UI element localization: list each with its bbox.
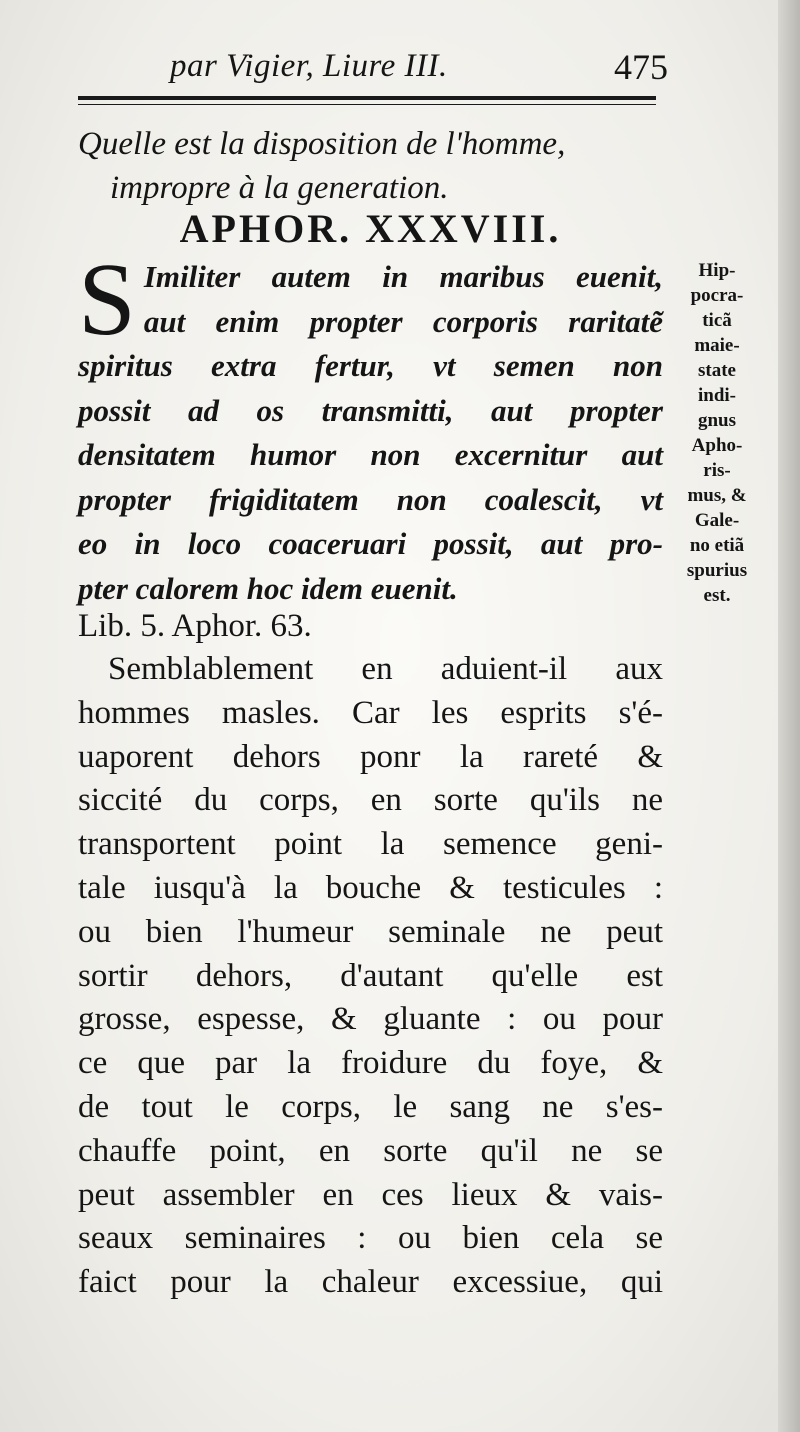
french-line: uaporent dehors ponr la rareté & [78,738,663,775]
margin-note-line: gnus [697,410,737,431]
drop-cap: S [78,242,136,357]
margin-note-line: Hip- [698,260,736,281]
french-line: hommes masles. Car les esprits s'é- [78,694,663,731]
french-line: sortir dehors, d'autant qu'elle est [78,957,663,994]
latin-line: possit ad os transmitti, aut propter [78,392,663,428]
margin-note-line: state [698,360,736,381]
margin-note-line: ris- [703,460,731,481]
margin-note-line: est. [703,585,731,606]
latin-line: densitatem humor non excernitur aut [78,437,663,472]
latin-line: aut enim propter corporis raritatẽ [143,303,663,339]
margin-note-line: spurius [686,560,748,581]
latin-line: pter calorem hoc idem euenit. [78,570,458,606]
french-line: de tout le corps, le sang ne s'es- [78,1088,663,1125]
latin-line: propter frigiditatem non coalescit, vt [78,481,663,517]
french-line: seaux seminaires : ou bien cela se [78,1220,663,1257]
header-rule [78,96,656,100]
french-line: faict pour la chaleur excessiue, qui [78,1264,663,1301]
french-line: Semblablement en aduient-il aux [108,651,663,687]
aphorism-heading: APHOR. XXXVIII. [179,206,562,251]
french-line: ce que par la froidure du foye, & [78,1045,663,1082]
citation: Lib. 5. Aphor. 63. [78,608,312,644]
page-number: 475 [614,47,668,87]
french-line: siccité du corps, en sorte qu'ils ne [78,782,663,819]
french-line: peut assembler en ces lieux & vais- [78,1176,663,1213]
page-gutter [778,0,800,1432]
latin-line: eo in loco coaceruari possit, aut pro- [78,526,663,561]
margin-note-line: pocra- [690,285,744,306]
margin-note-line: indi- [697,385,737,406]
running-title: par Vigier, Liure III. [170,48,448,84]
question-line-1: Quelle est la disposition de l'homme, [78,126,566,162]
french-line: ou bien l'humeur seminale ne peut [78,913,663,950]
french-line: chauffe point, en sorte qu'il ne se [78,1132,663,1169]
header-rule-thin [78,104,656,105]
latin-line: Imiliter autem in maribus euenit, [143,259,663,294]
question-line-2: impropre à la generation. [110,170,449,206]
margin-note-line: mus, & [687,485,747,506]
margin-note-line: Apho- [691,435,743,456]
french-line: grosse, espesse, & gluante : ou pour [78,1001,663,1038]
french-text [78,648,663,1305]
margin-note-line: Gale- [694,510,740,531]
margin-note-line: no etiã [689,535,745,556]
margin-note [672,258,762,608]
running-header [78,42,668,92]
french-line: transportent point la semence geni- [78,826,663,863]
french-line: tale iusqu'à la bouche & testicules : [78,869,663,906]
latin-text [78,242,663,611]
margin-note-line: ticã [702,310,732,331]
latin-line: spiritus extra fertur, vt semen non [78,348,663,383]
section-question [78,122,663,210]
margin-note-line: maie- [694,335,740,356]
